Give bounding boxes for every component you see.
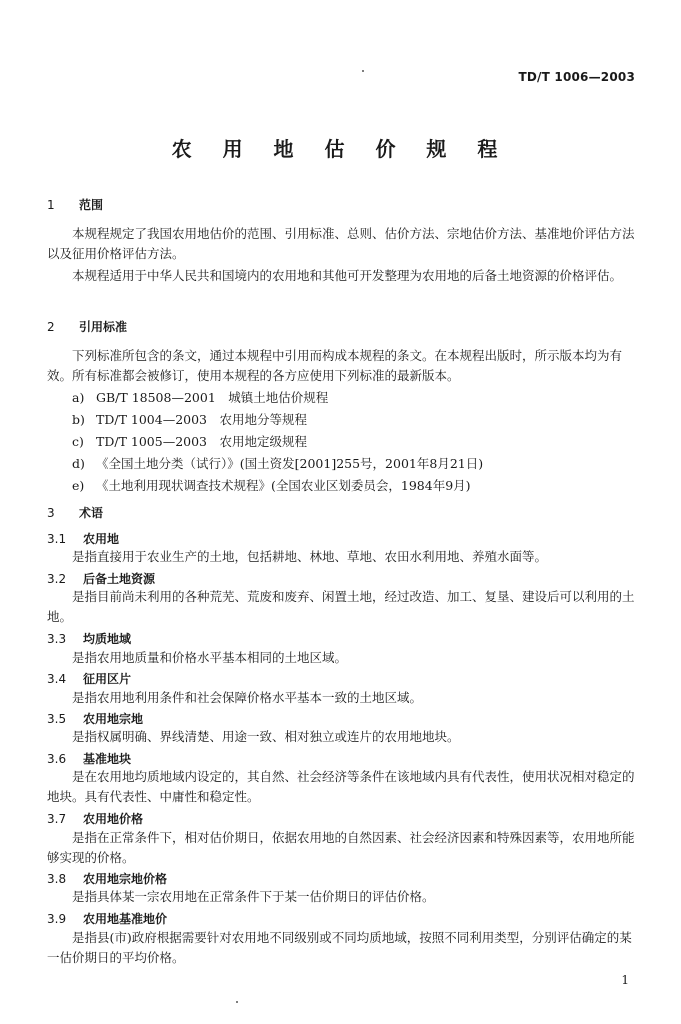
term-heading: 3.4 征用区片 bbox=[47, 672, 132, 686]
term-heading: 3.8 农用地宗地价格 bbox=[47, 872, 168, 886]
term-heading: 3.6 基准地块 bbox=[47, 752, 132, 766]
scan-speck bbox=[362, 70, 364, 72]
list-item: a) GB/T 18508—2001 城镇土地估价规程 bbox=[72, 390, 329, 405]
term-definition: 是指县(市)政府根据需要针对农用地不同级别或不同均质地域，按照不同利用类型，分别评估确定的某一估价期日的平均价格。 bbox=[47, 930, 632, 965]
term-heading: 3.5 农用地宗地 bbox=[47, 712, 144, 726]
section-1-paragraph-2: 本规程适用于中华人民共和国境内的农用地和其他可开发整理为农用地的后备土地资源的价格评估。 bbox=[72, 268, 623, 283]
term-definition: 是在农用地均质地域内设定的，其自然、社会经济等条件在该地域内具有代表性，使用状况相对稳定的地块。具有代表性、中庸性和稳定性。 bbox=[47, 769, 635, 804]
section-2-paragraph: 下列标准所包含的条文，通过本规程中引用而构成本规程的条文。在本规程出版时，所示版本均为有效。所有标准都会被修订，使用本规程的各方应使用下列标准的最新版本。 bbox=[47, 348, 623, 383]
page-number: 1 bbox=[621, 973, 629, 987]
term-definition: 是指权属明确、界线清楚、用途一致、相对独立或连片的农用地地块。 bbox=[72, 729, 460, 744]
scan-speck bbox=[236, 1001, 238, 1003]
term-heading: 3.9 农用地基准地价 bbox=[47, 912, 168, 926]
list-item: b) TD/T 1004—2003 农用地分等规程 bbox=[72, 412, 308, 427]
section-3-heading: 3 术语 bbox=[47, 506, 104, 520]
term-definition: 是指目前尚未利用的各种荒芜、荒废和废弃、闲置土地，经过改造、加工、复垦、建设后可以利用的土地。 bbox=[47, 589, 635, 624]
term-definition: 是指直接用于农业生产的土地，包括耕地、林地、草地、农田水利用地、养殖水面等。 bbox=[72, 549, 548, 564]
term-definition: 是指农用地质量和价格水平基本相同的土地区域。 bbox=[72, 650, 348, 665]
term-definition: 是指农用地利用条件和社会保障价格水平基本一致的土地区域。 bbox=[72, 690, 423, 705]
section-2-heading: 2 引用标准 bbox=[47, 320, 128, 334]
standard-number: TD/T 1006—2003 bbox=[518, 70, 635, 84]
term-definition: 是指具体某一宗农用地在正常条件下于某一估价期日的评估价格。 bbox=[72, 889, 435, 904]
term-heading: 3.7 农用地价格 bbox=[47, 812, 144, 826]
section-1-paragraph-1: 本规程规定了我国农用地估价的范围、引用标准、总则、估价方法、宗地估价方法、基准地价评估方法以及征用价格评估方法。 bbox=[47, 226, 635, 261]
list-item: c) TD/T 1005—2003 农用地定级规程 bbox=[72, 434, 308, 449]
term-heading: 3.2 后备土地资源 bbox=[47, 572, 156, 586]
term-heading: 3.3 均质地域 bbox=[47, 632, 132, 646]
list-item: e) 《土地利用现状调查技术规程》(全国农业区划委员会，1984年9月) bbox=[72, 478, 471, 493]
document-title: 农 用 地 估 价 规 程 bbox=[171, 137, 510, 161]
term-definition: 是指在正常条件下，相对估价期日，依据农用地的自然因素、社会经济因素和特殊因素等，农用地所能够实现的价格。 bbox=[47, 830, 635, 865]
section-1-heading: 1 范围 bbox=[47, 198, 104, 212]
term-heading: 3.1 农用地 bbox=[47, 532, 120, 546]
list-item: d) 《全国土地分类（试行）》(国土资发[2001]255号，2001年8月21日) bbox=[72, 456, 484, 471]
